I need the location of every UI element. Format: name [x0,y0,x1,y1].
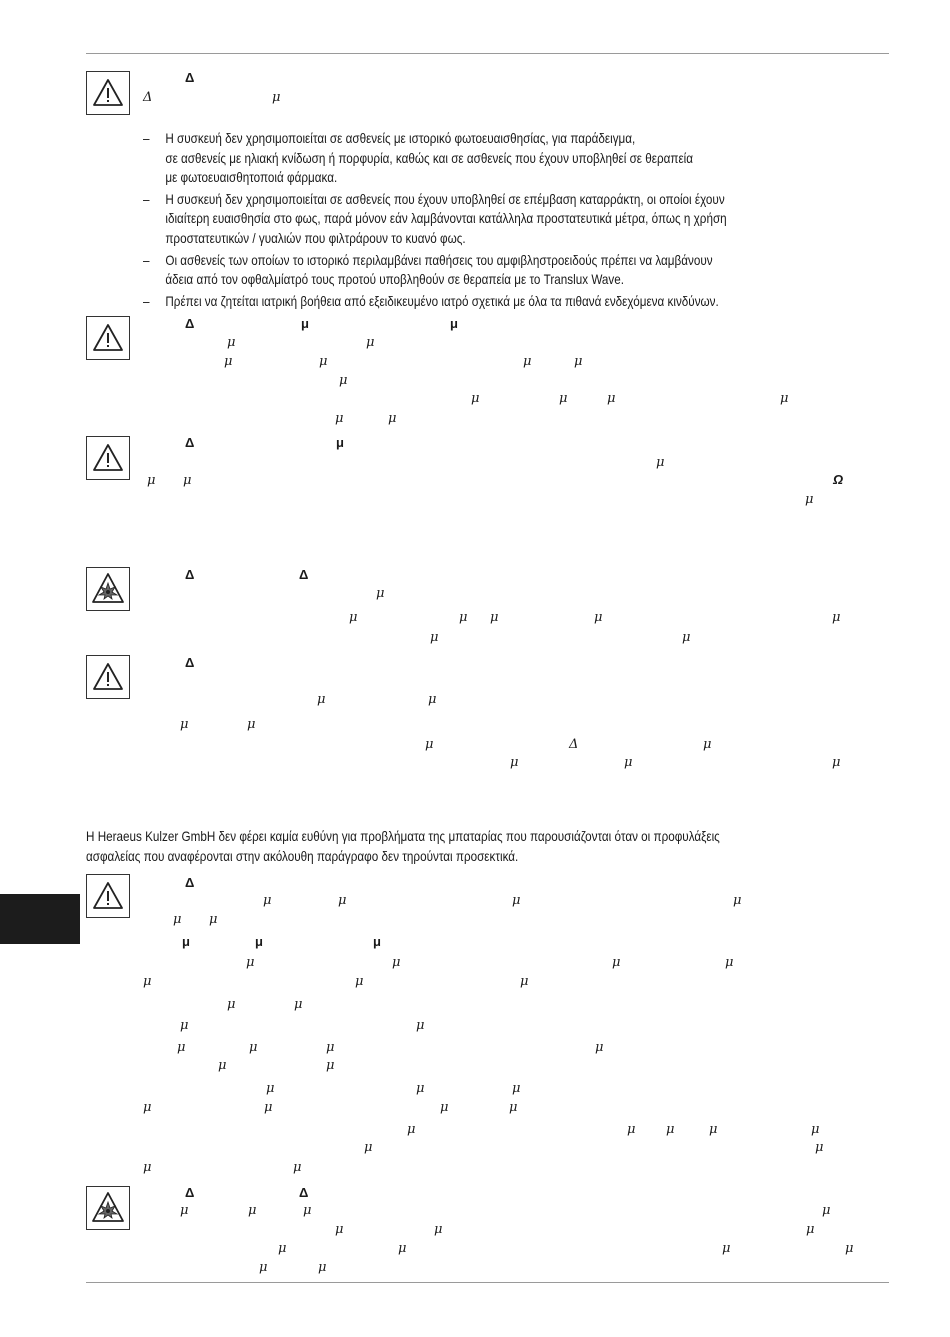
glyph-mu: μ [227,997,236,1012]
glyph-mu: μ [301,316,309,331]
glyph-mu: μ [416,1081,425,1096]
warning-icon [86,874,130,918]
glyph-mu: μ [143,1100,152,1115]
glyph-mu: μ [806,1222,815,1237]
glyph-mu: μ [338,893,347,908]
explosion-hazard-icon [86,567,130,611]
list-item-text: Η συσκευή δεν χρησιμοποιείται σε ασθενείς με ιστορικό φωτοευαισθησίας, για παράδειγμα, σε ασθενείς με ηλιακή κνίδωση ή πορφυρία, καθώς και σε ασθενείς που έχουν υποβληθεί σε θεραπεία με φωτοευαισθητοποιά φάρμακα. [165,131,694,186]
bullet-dash: – [143,131,150,146]
glyph-mu: μ [373,934,381,949]
glyph-mu: μ [709,1122,718,1137]
glyph-mu: μ [147,473,156,488]
glyph-mu: μ [335,1222,344,1237]
contraindications-list [143,129,893,313]
glyph-delta: Δ [185,875,195,890]
glyph-mu: μ [509,1100,518,1115]
glyph-mu: μ [248,1203,257,1218]
glyph-mu: μ [278,1241,287,1256]
glyph-mu: μ [430,630,439,645]
glyph-mu: μ [703,737,712,752]
glyph-mu: μ [249,1040,258,1055]
warning-icon [86,436,130,480]
glyph-mu: μ [376,586,385,601]
glyph-mu: μ [263,893,272,908]
glyph-delta: Δ [185,70,195,85]
glyph-delta: Δ [185,435,195,450]
glyph-mu: μ [612,955,621,970]
glyph-mu: μ [180,717,189,732]
list-item [143,190,915,249]
list-item-text: Οι ασθενείς των οποίων το ιστορικό περιλαμβάνει παθήσεις του αμφιβληστροειδούς πρέπει να λαμβάνουν άδεια από τον οφθαλμίατρό τους προτού υποβληθούν σε θεραπεία με το Translux Wave. [165,252,713,288]
glyph-mu: μ [722,1241,731,1256]
glyph-mu: μ [733,893,742,908]
glyph-mu: μ [595,1040,604,1055]
glyph-mu: μ [255,934,263,949]
glyph-mu: μ [416,1018,425,1033]
glyph-mu: μ [326,1040,335,1055]
glyph-mu: μ [143,974,152,989]
glyph-mu: μ [392,955,401,970]
glyph-mu: μ [339,373,348,388]
glyph-mu: μ [656,455,665,470]
glyph-mu: μ [398,1241,407,1256]
glyph-mu: μ [780,391,789,406]
bullet-dash: – [143,191,150,207]
glyph-mu: μ [471,391,480,406]
glyph-mu: μ [574,354,583,369]
glyph-mu: μ [624,755,633,770]
glyph-mu: μ [177,1040,186,1055]
glyph-omega: Ω [833,472,844,487]
glyph-mu: μ [811,1122,820,1137]
glyph-mu: μ [434,1222,443,1237]
bullet-dash: – [143,293,150,309]
glyph-mu: μ [450,316,458,331]
glyph-mu: μ [428,692,437,707]
glyph-mu: μ [490,610,499,625]
glyph-mu: μ [317,692,326,707]
glyph-delta: Δ [143,90,153,105]
glyph-mu: μ [336,435,344,450]
glyph-mu: μ [682,630,691,645]
glyph-delta: Δ [185,655,195,670]
glyph-mu: μ [832,610,841,625]
battery-disclaimer: Η Heraeus Kulzer GmbH δεν φέρει καμία ευθύνη για προβλήματα της μπαταρίας που παρουσιάζονται όταν οι προφυλάξεις ασφαλείας που αναφέρονται στην ακόλουθη παράγραφο δεν τηρούνται προσεκτικά. [86,829,720,864]
glyph-mu: μ [319,354,328,369]
list-item [143,292,915,312]
glyph-mu: μ [666,1122,675,1137]
glyph-mu: μ [259,1260,268,1275]
glyph-delta: Δ [299,1185,309,1200]
glyph-mu: μ [264,1100,273,1115]
glyph-mu: μ [294,997,303,1012]
warning-icon [86,71,130,115]
glyph-delta: Δ [299,567,309,582]
glyph-mu: μ [293,1160,302,1175]
glyph-mu: μ [520,974,529,989]
side-tab [0,894,80,944]
bullet-dash: – [143,252,150,268]
explosion-hazard-icon [86,1186,130,1230]
glyph-delta: Δ [185,1185,195,1200]
glyph-mu: μ [594,610,603,625]
glyph-mu: μ [627,1122,636,1137]
list-item [143,129,915,188]
glyph-mu: μ [266,1081,275,1096]
warning-icon [86,316,130,360]
glyph-mu: μ [407,1122,416,1137]
list-item [143,251,915,290]
glyph-mu: μ [173,912,182,927]
glyph-mu: μ [247,717,256,732]
glyph-mu: μ [510,755,519,770]
glyph-mu: μ [326,1058,335,1073]
glyph-mu: μ [805,492,814,507]
glyph-mu: μ [364,1140,373,1155]
glyph-mu: μ [832,755,841,770]
glyph-mu: μ [182,934,190,949]
glyph-mu: μ [246,955,255,970]
glyph-mu: μ [349,610,358,625]
glyph-mu: μ [355,974,364,989]
glyph-mu: μ [559,391,568,406]
warning-icon [86,655,130,699]
glyph-mu: μ [822,1203,831,1218]
glyph-delta: Δ [569,737,579,752]
glyph-mu: μ [523,354,532,369]
glyph-mu: μ [335,411,344,426]
glyph-mu: μ [180,1203,189,1218]
glyph-mu: μ [845,1241,854,1256]
list-item-text: Η συσκευή δεν χρησιμοποιείται σε ασθενείς που έχουν υποβληθεί σε επέμβαση καταρράκτη, οι οποίοι έχουν ιδιαίτερη ευαισθησία στο φως, παρά μόνον εάν λαμβάνονται κατάλληλα προστατευτικά μέτρα, όπως η χρήση προστατευτικών / γυαλιών που φιλτράρουν το κυανό φως. [165,191,727,246]
glyph-mu: μ [224,354,233,369]
list-item-text: Πρέπει να ζητείται ιατρική βοήθεια από εξειδικευμένο ιατρό σχετικά με όλα τα πιθανά ενδεχόμενα κινδύνων. [165,293,719,309]
header-rule [86,53,889,54]
glyph-mu: μ [180,1018,189,1033]
glyph-mu: μ [272,90,281,105]
glyph-mu: μ [366,335,375,350]
glyph-mu: μ [303,1203,312,1218]
glyph-delta: Δ [185,316,195,331]
glyph-mu: μ [512,893,521,908]
glyph-delta: Δ [185,567,195,582]
glyph-mu: μ [209,912,218,927]
glyph-mu: μ [143,1160,152,1175]
glyph-mu: μ [815,1140,824,1155]
glyph-mu: μ [512,1081,521,1096]
glyph-mu: μ [607,391,616,406]
glyph-mu: μ [459,610,468,625]
glyph-mu: μ [227,335,236,350]
glyph-mu: μ [218,1058,227,1073]
glyph-mu: μ [440,1100,449,1115]
glyph-mu: μ [318,1260,327,1275]
glyph-mu: μ [388,411,397,426]
glyph-mu: μ [183,473,192,488]
footer-rule [86,1282,889,1283]
glyph-mu: μ [425,737,434,752]
glyph-mu: μ [725,955,734,970]
